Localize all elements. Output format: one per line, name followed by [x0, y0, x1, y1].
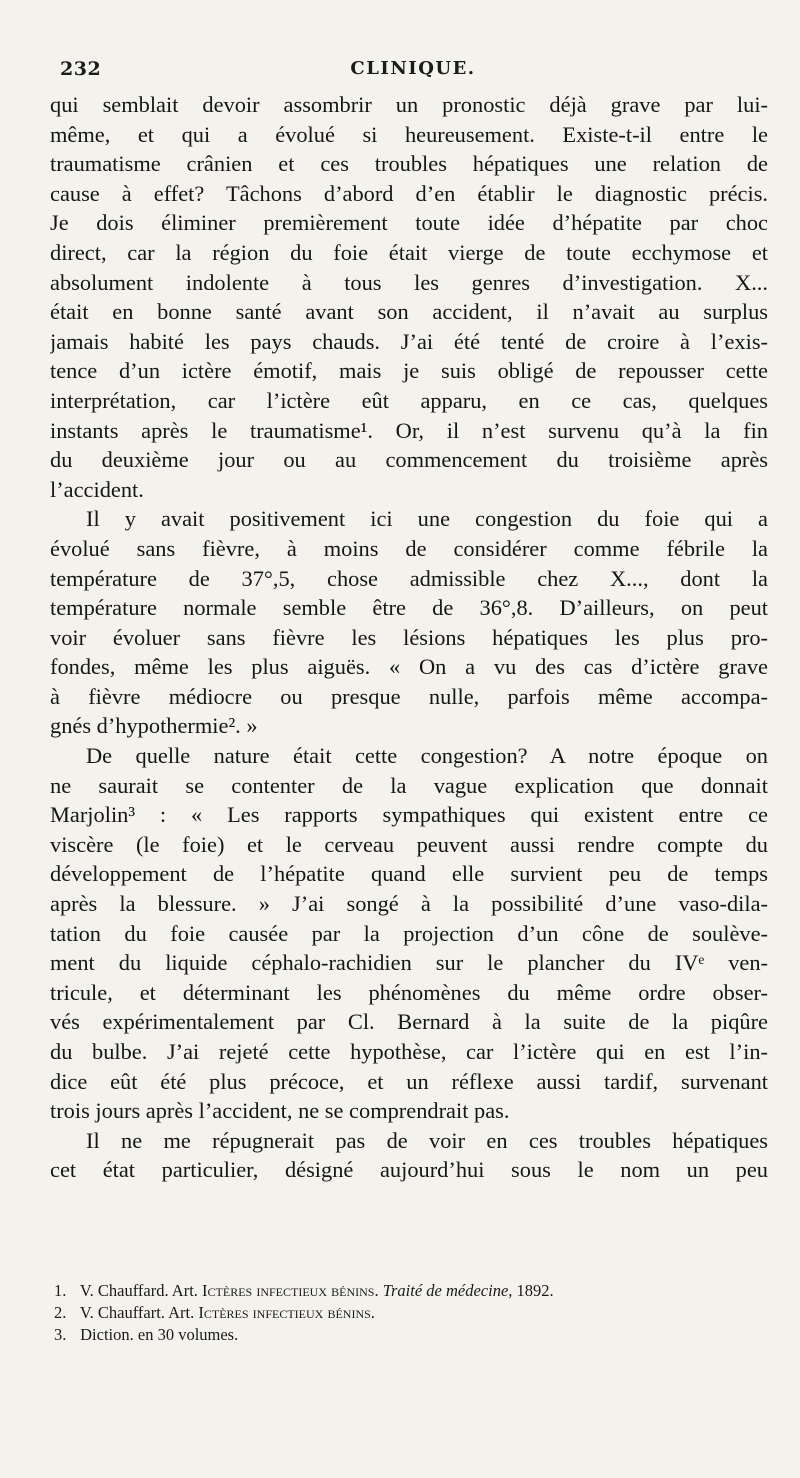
text-line: du deuxième jour ou au commencement du troisième après: [50, 447, 768, 473]
text-line: cause à effet? Tâchons d’abord d’en établir le diagnostic précis.: [50, 180, 768, 206]
page-number: 232: [60, 58, 102, 80]
footnote-work-title: Traité de médecine,: [382, 1281, 513, 1300]
text-line: dice eût été plus précoce, et un réflexe aussi tardif, survenant: [50, 1068, 768, 1094]
text-line: du bulbe. J’ai rejeté cette hypothèse, car l’ictère qui en est l’in-: [50, 1039, 768, 1064]
page-header: [60, 58, 766, 82]
text-line: fondes, même les plus aiguës. « On a vu des cas d’ictère grave: [50, 654, 768, 680]
text-line: Marjolin³ : « Les rapports sympathiques qui existent entre ce: [50, 802, 768, 828]
text-line: De quelle nature était cette congestion? A notre époque on: [86, 743, 768, 769]
text-line: tation du foie causée par la projection d’un cône de soulève-: [50, 920, 768, 946]
footnote-number: 3.: [54, 1325, 67, 1344]
text-line: instants après le traumatisme¹. Or, il n’est survenu qu’à la fin: [50, 417, 768, 443]
footnote-year: 1892.: [516, 1281, 554, 1300]
footnote-2: [54, 1302, 754, 1324]
text-line: l’accident.: [50, 476, 144, 502]
text-line: trois jours après l’accident, ne se comprendrait pas.: [50, 1098, 510, 1124]
text-line: vés expérimentalement par Cl. Bernard à la suite de la piqûre: [50, 1009, 768, 1035]
text-line: traumatisme crânien et ces troubles hépatiques une relation de: [50, 151, 768, 177]
text-line: température de 37°,5, chose admissible chez X..., dont la: [50, 565, 768, 591]
footnote-author: V. Chauffard. Art.: [79, 1281, 198, 1300]
footnote-author: V. Chauffart. Art.: [79, 1303, 195, 1322]
footnote-article-title: Ictères infectieux bénins.: [198, 1303, 375, 1322]
text-line: voir évoluer sans fièvre les lésions hépatiques les plus pro-: [50, 624, 768, 650]
footnote-1: [54, 1280, 754, 1302]
text-line: absolument indolente à tous les genres d’investigation. X...: [50, 269, 768, 295]
footnote-article-title: Ictères infectieux bénins.: [202, 1281, 379, 1300]
text-line: Il ne me répugnerait pas de voir en ces troubles hépatiques: [86, 1127, 768, 1153]
text-line: tence d’un ictère émotif, mais je suis obligé de repousser cette: [50, 358, 768, 384]
text-line: développement de l’hépatite quand elle survient peu de temps: [50, 861, 768, 887]
text-line: même, et qui a évolué si heureusement. Existe-t-il entre le: [50, 121, 768, 147]
text-line: cet état particulier, désigné aujourd’hui sous le nom un peu: [50, 1157, 768, 1183]
footnotes: [54, 1280, 754, 1346]
text-line: jamais habité les pays chauds. J’ai été tenté de croire à l’exis-: [50, 328, 768, 354]
text-line: Je dois éliminer premièrement toute idée d’hépatite par choc: [50, 210, 768, 236]
text-line: direct, car la région du foie était vierge de toute ecchymose et: [50, 239, 768, 265]
text-line: viscère (le foie) et le cerveau peuvent aussi rendre compte du: [50, 831, 768, 857]
text-line: interprétation, car l’ictère eût apparu, en ce cas, quelques: [50, 387, 768, 413]
text-line: Il y avait positivement ici une congestion du foie qui a: [86, 506, 768, 532]
text-line: était en bonne santé avant son accident, il n’avait au surplus: [50, 299, 768, 325]
footnote-text: Diction. en 30 volumes.: [80, 1325, 239, 1344]
text-line: température normale semble être de 36°,8. D’ailleurs, on peut: [50, 595, 768, 621]
body-text: [50, 90, 768, 1185]
text-line: ment du liquide céphalo-rachidien sur le plancher du IVᵉ ven-: [50, 950, 768, 976]
footnote-number: 2.: [54, 1303, 67, 1322]
text-line: après la blessure. » J’ai songé à la possibilité d’une vaso-dila-: [50, 891, 768, 917]
text-line: gnés d’hypothermie². »: [50, 713, 258, 739]
text-line: évolué sans fièvre, à moins de considérer comme fébrile la: [50, 535, 768, 561]
text-line: à fièvre médiocre ou presque nulle, parfois même accompa-: [50, 683, 768, 709]
text-line: ne saurait se contenter de la vague explication que donnait: [50, 772, 768, 798]
footnote-number: 1.: [54, 1281, 67, 1300]
running-head: CLINIQUE.: [350, 58, 476, 79]
text-line: qui semblait devoir assombrir un pronostic déjà grave par lui-: [50, 92, 768, 117]
text-line: tricule, et déterminant les phénomènes du même ordre obser-: [50, 979, 768, 1005]
footnote-3: [54, 1324, 754, 1346]
